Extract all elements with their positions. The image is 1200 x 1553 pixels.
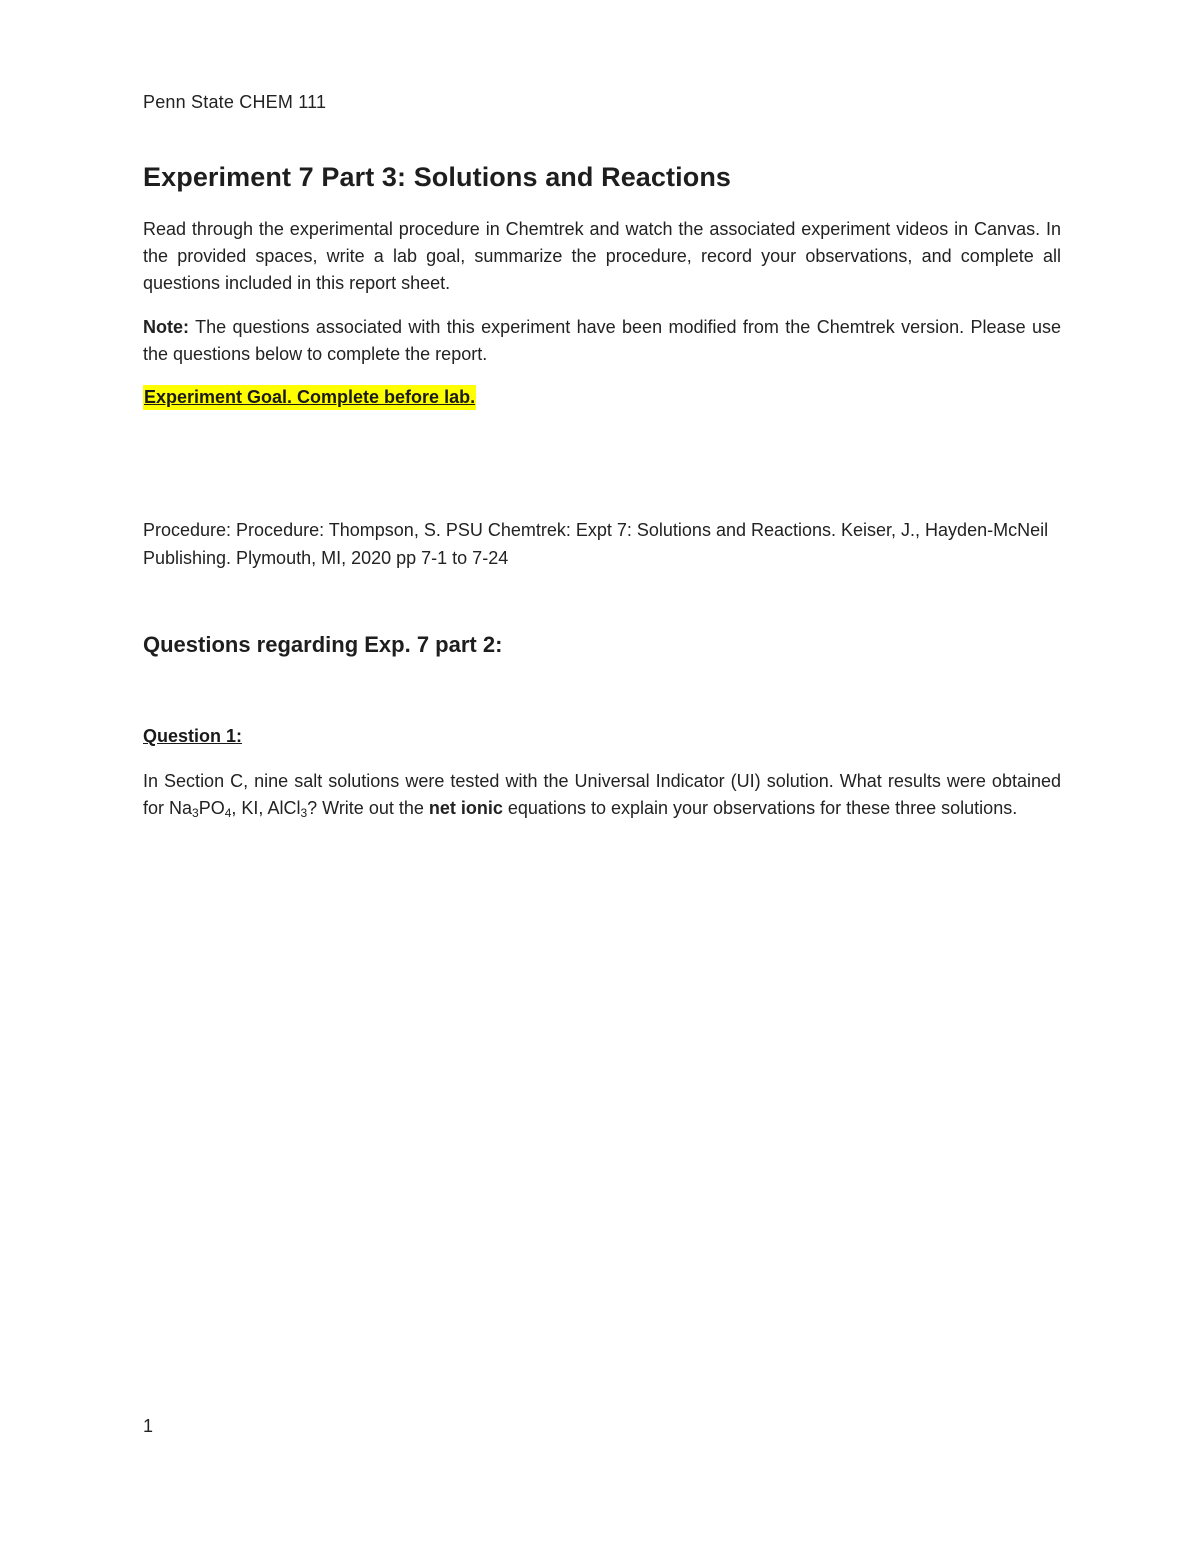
q1-subscript: 3 (192, 806, 199, 820)
question-1-label: Question 1: (143, 726, 243, 746)
note-label: Note: (143, 317, 189, 337)
q1-bold-term: net ionic (428, 798, 503, 818)
goal-prompt: Experiment Goal. Complete before lab. (143, 385, 476, 410)
questions-heading: Questions regarding Exp. 7 part 2: (143, 632, 503, 657)
intro-paragraph: Read through the experimental procedure in Chemtrek and watch the associated experiment videos in Canvas. In the provided spaces, write a lab goal, summarize the procedure, record your observations, and complete all questions included in this report sheet. (143, 219, 1061, 293)
page-number: 1 (143, 1416, 154, 1436)
q1-text-segment: PO (198, 798, 225, 818)
q1-subscript: 3 (300, 806, 308, 820)
question-1-text (143, 768, 1061, 822)
q1-text-segment: ? Write out the (307, 798, 429, 818)
note-paragraph (143, 314, 1061, 368)
note-text: The questions associated with this experiment have been modified from the Chemtrek version. Please use the questions below to complete the report. (143, 317, 1061, 364)
document-title: Experiment 7 Part 3: Solutions and Reactions (143, 162, 732, 192)
q1-text-segment: In Section C, nine salt solutions were tested with the Universal Indicator (UI) solution. What results were obtained for Na (143, 771, 1061, 818)
q1-text-segment: equations to explain your observations for these three solutions. (502, 798, 1018, 818)
q1-text-segment: , KI, AlCl (231, 798, 301, 818)
procedure-citation: Procedure: Procedure: Thompson, S. PSU Chemtrek: Expt 7: Solutions and Reactions. Keiser, J., Hayden-McNeil Publishing. Plymouth, MI, 2020 pp 7-1 to 7-24 (143, 520, 1049, 568)
q1-subscript: 4 (224, 806, 232, 820)
page-header: Penn State CHEM 111 (143, 92, 327, 112)
